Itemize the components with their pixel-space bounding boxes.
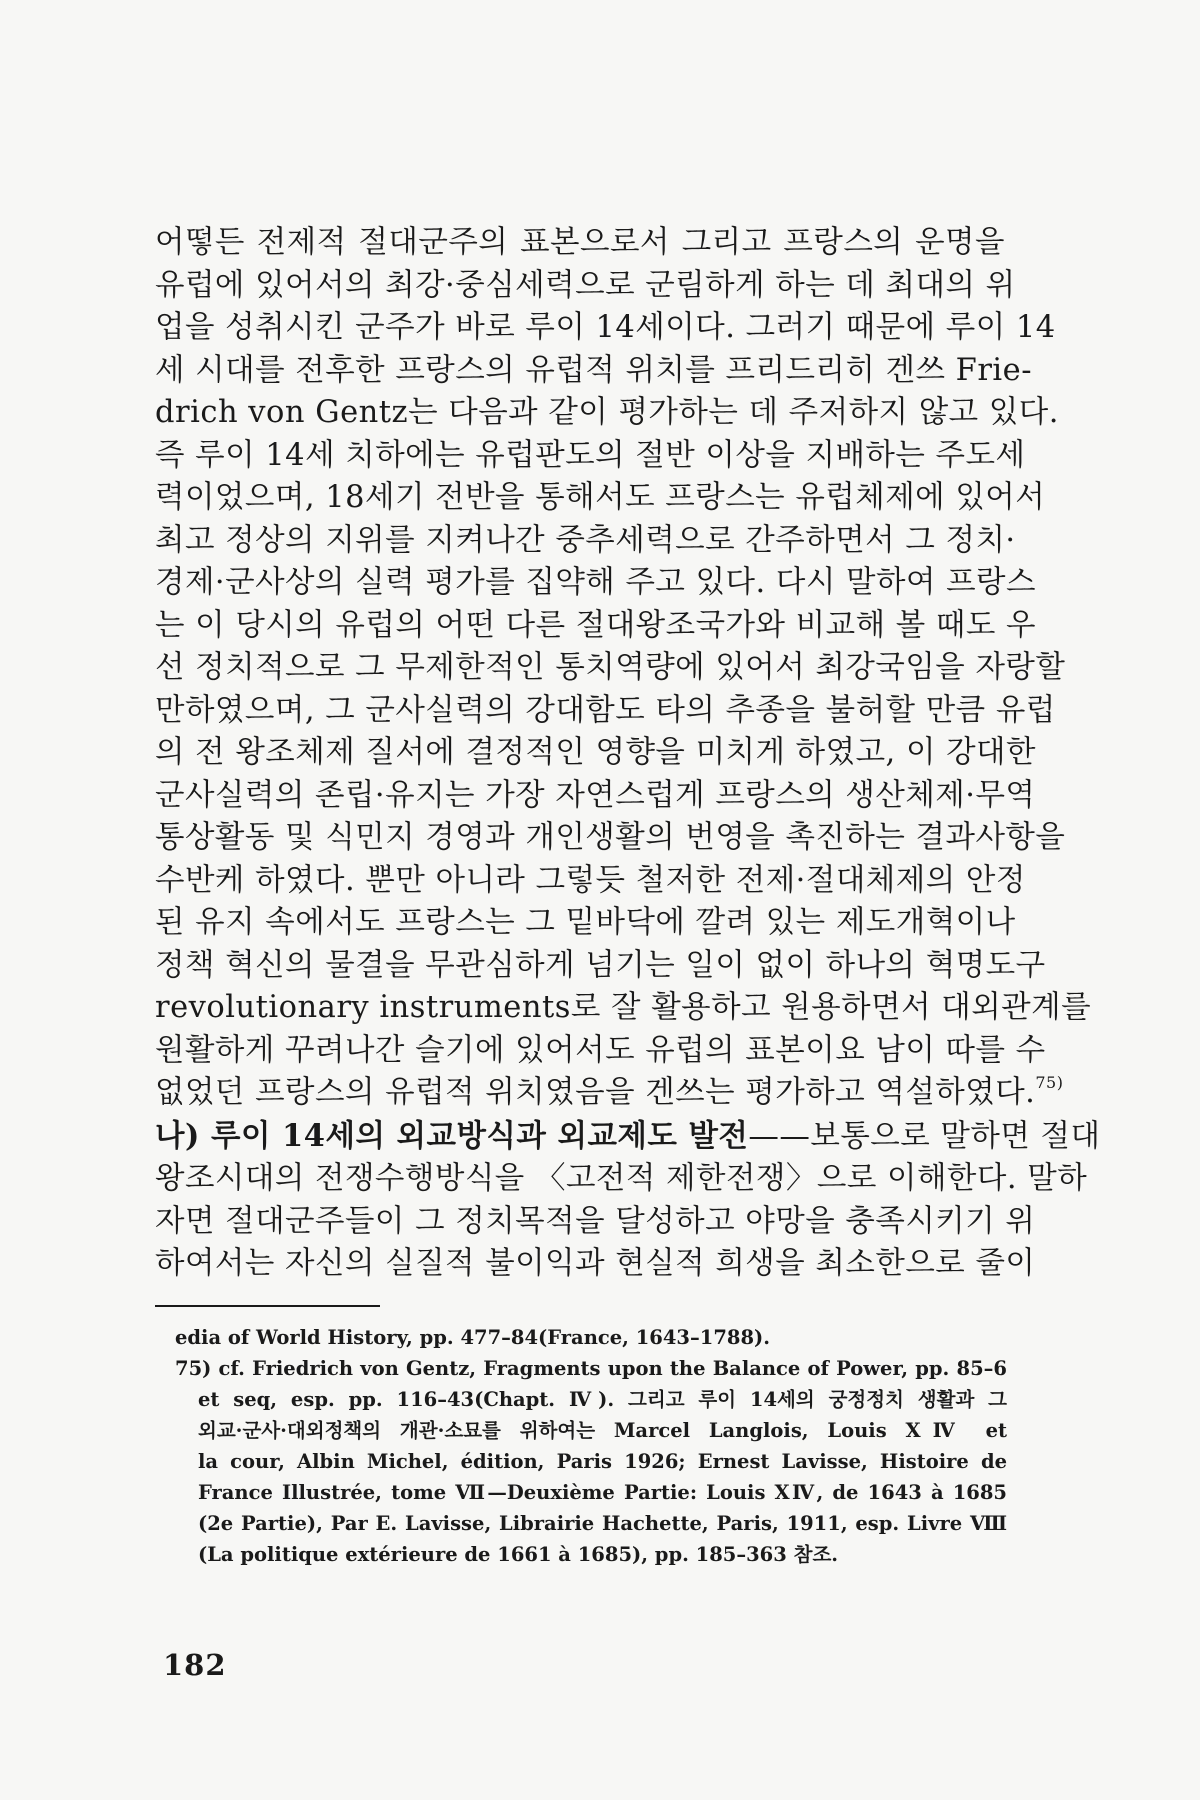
body-line: 유럽에 있어서의 최강·중심세력으로 군림하게 하는 데 최대의 위 <box>155 267 1016 303</box>
section-heading-line <box>155 1115 1101 1159</box>
footnote-line: 외교·군사·대외정책의 개관·소묘를 위하여는 Marcel Langlois, Louis ⅩⅣ et <box>198 1419 1007 1442</box>
body-line: 자면 절대군주들이 그 정치목적을 달성하고 야망을 충족시키기 위 <box>155 1203 1036 1239</box>
footnote-line: (La politique extérieure de 1661 à 1685), pp. 185–363 참조. <box>198 1543 839 1566</box>
body-line-text: 없었던 프랑스의 유럽적 위치였음을 겐쓰는 평가하고 역설하였다. <box>155 1075 1036 1110</box>
footnote-line: 75) cf. Friedrich von Gentz, Fragments upon the Balance of Power, pp. 85–6 <box>175 1357 1007 1380</box>
body-line: 왕조시대의 전쟁수행방식을 〈고전적 제한전쟁〉으로 이해한다. 말하 <box>155 1161 1088 1196</box>
footnote-divider <box>155 1305 380 1307</box>
body-line: 된 유지 속에서도 프랑스는 그 밑바닥에 깔려 있는 제도개혁이나 <box>155 905 1016 940</box>
body-line: 하여서는 자신의 실질적 불이익과 현실적 희생을 최소한으로 줄이 <box>155 1246 1036 1281</box>
footnote-reference[interactable]: 75) <box>1035 1073 1064 1092</box>
footnote-line: France Illustrée, tome Ⅶ—Deuxième Partie: Louis ⅩⅣ, de 1643 à 1685 <box>198 1481 1007 1504</box>
body-line: 선 정치적으로 그 무제한적인 통치역량에 있어서 최강국임을 자랑할 <box>155 650 1066 685</box>
body-line: 원활하게 꾸려나간 슬기에 있어서도 유럽의 표본이요 남이 따를 수 <box>155 1032 1046 1068</box>
section-heading-continuation: ——보통으로 말하면 절대 <box>748 1118 1101 1154</box>
body-line: 의 전 왕조체제 질서에 결정적인 영향을 미치게 하였고, 이 강대한 <box>155 735 1036 770</box>
body-line: revolutionary instruments로 잘 활용하고 원용하면서 대외관계를 <box>155 990 1092 1025</box>
body-line: 는 이 당시의 유럽의 어떤 다른 절대왕조국가와 비교해 볼 때도 우 <box>155 607 1036 643</box>
body-line: 세 시대를 전후한 프랑스의 유럽적 위치를 프리드리히 겐쓰 Frie- <box>155 352 1033 388</box>
body-line: 통상활동 및 식민지 경영과 개인생활의 번영을 촉진하는 결과사항을 <box>155 820 1066 855</box>
body-line: 수반케 하였다. 뿐만 아니라 그렇듯 철저한 전제·절대체제의 안정 <box>155 862 1026 898</box>
body-line: 최고 정상의 지위를 지켜나간 중추세력으로 간주하면서 그 정치· <box>155 522 1016 558</box>
footnotes <box>175 1322 1007 1570</box>
body-line-with-note-ref <box>155 1072 1064 1115</box>
body-line: 어떻든 전제적 절대군주의 표본으로서 그리고 프랑스의 운명을 <box>155 225 1005 260</box>
body-line: 만하였으며, 그 군사실력의 강대함도 타의 추종을 불허할 만큼 유럽 <box>155 692 1056 728</box>
body-line: drich von Gentz는 다음과 같이 평가하는 데 주저하지 않고 있다. <box>155 395 1059 430</box>
body-line: 즉 루이 14세 치하에는 유럽판도의 절반 이상을 지배하는 주도세 <box>155 437 1026 473</box>
footnote-line: la cour, Albin Michel, édition, Paris 1926; Ernest Lavisse, Histoire de <box>198 1450 1007 1473</box>
footnote-line: (2e Partie), Par E. Lavisse, Librairie Hachette, Paris, 1911, esp. Livre Ⅷ <box>198 1512 1007 1535</box>
body-line: 정책 혁신의 물결을 무관심하게 넘기는 일이 없이 하나의 혁명도구 <box>155 947 1046 983</box>
section-heading: 나) 루이 14세의 외교방식과 외교제도 발전 <box>155 1117 749 1154</box>
body-line: 업을 성취시킨 군주가 바로 루이 14세이다. 그러기 때문에 루이 14 <box>155 310 1056 345</box>
body-line: 력이었으며, 18세기 전반을 통해서도 프랑스는 유럽체제에 있어서 <box>155 480 1046 515</box>
footnote-line: edia of World History, pp. 477–84(France, 1643–1788). <box>175 1326 771 1349</box>
main-body-text <box>155 222 1101 1286</box>
footnote-line: et seq, esp. pp. 116–43(Chapt. Ⅳ). 그리고 루이 14세의 궁정정치 생활과 그 <box>198 1388 1007 1411</box>
page-number: 182 <box>163 1648 227 1682</box>
body-line: 군사실력의 존립·유지는 가장 자연스럽게 프랑스의 생산체제·무역 <box>155 777 1036 813</box>
body-line: 경제·군사상의 실력 평가를 집약해 주고 있다. 다시 말하여 프랑스 <box>155 565 1036 600</box>
